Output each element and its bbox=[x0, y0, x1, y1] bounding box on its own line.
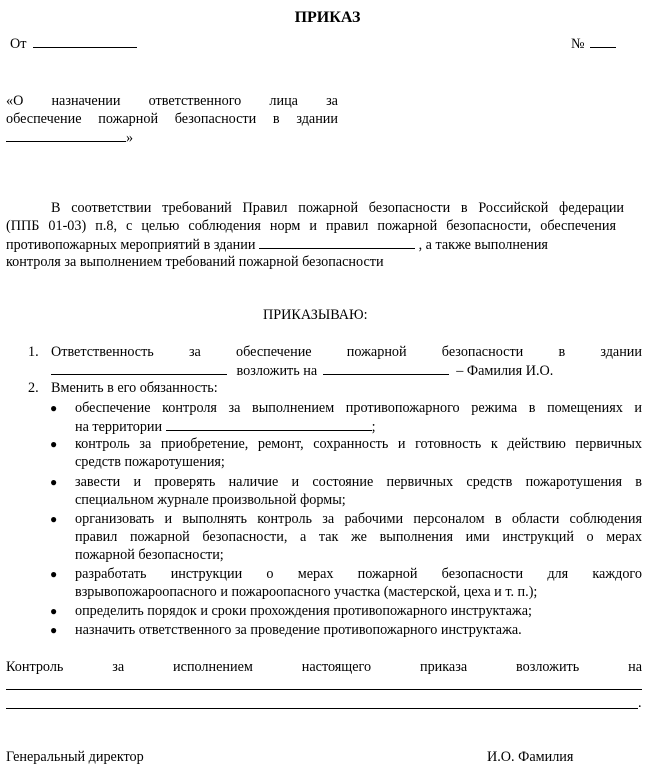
preamble-line-4: контроля за выполнением требований пожарной безопасности bbox=[6, 254, 384, 270]
preamble-line-3 bbox=[6, 235, 548, 254]
item-2-text: Вменить в его обязанность: bbox=[51, 380, 218, 396]
date-line bbox=[10, 34, 137, 53]
duty-4-line-1: организовать и выполнять контроль за рабочими персоналом в области соблюдения bbox=[75, 511, 642, 527]
item-1-person-blank bbox=[323, 361, 449, 375]
duty-4-line-3: пожарной безопасности; bbox=[75, 547, 224, 563]
control-text: Контроль за исполнением настоящего приказа возложить на bbox=[6, 659, 642, 675]
subject-line-1: «О назначении ответственного лица за bbox=[6, 93, 338, 109]
duty-1-semicolon: ; bbox=[371, 419, 376, 435]
item-2-number: 2. bbox=[28, 380, 39, 396]
number-blank bbox=[590, 34, 616, 48]
item-1-name: – Фамилия И.О. bbox=[456, 363, 554, 379]
duty-1-territory-blank bbox=[166, 417, 372, 431]
subject-line-2: обеспечение пожарной безопасности в здании bbox=[6, 111, 338, 127]
item-1-line-2 bbox=[51, 361, 553, 380]
preamble-line-1: В соответствии требований Правил пожарной безопасности в Российской федерации bbox=[51, 200, 624, 216]
preamble-line-3-end: , а также выполнения bbox=[418, 237, 548, 253]
duty-6-line-1: определить порядок и сроки прохождения противопожарного инструктажа; bbox=[75, 603, 532, 619]
duty-7-line-1: назначить ответственного за проведение противопожарного инструктажа. bbox=[75, 622, 522, 638]
item-1-assign-label: возложить на bbox=[236, 363, 318, 379]
duty-1-territory-label: на территории bbox=[75, 419, 163, 435]
item-1-number: 1. bbox=[28, 344, 39, 360]
preamble-building-blank bbox=[259, 235, 415, 249]
signature-name: И.О. Фамилия bbox=[487, 749, 574, 765]
number-line bbox=[571, 34, 616, 53]
duty-7-bullet: ● bbox=[50, 623, 58, 637]
duty-4-line-2: правил пожарной безопасности, а так же выполнения ими инструкций о мерах bbox=[75, 529, 642, 545]
duty-2-line-1: контроль за приобретение, ремонт, сохранность и готовность к действию первичных bbox=[75, 436, 642, 452]
duty-2-line-2: средств пожаротушения; bbox=[75, 454, 225, 470]
document-title: ПРИКАЗ bbox=[294, 9, 361, 26]
duty-3-bullet: ● bbox=[50, 475, 58, 489]
duty-1-line-1: обеспечение контроля за выполнением противопожарного режима в помещениях и bbox=[75, 400, 642, 416]
number-label: № bbox=[571, 36, 585, 52]
duty-1-line-2 bbox=[75, 417, 376, 436]
duty-3-line-1: завести и проверять наличие и состояние первичных средств пожаротушения в bbox=[75, 474, 642, 490]
duty-5-bullet: ● bbox=[50, 567, 58, 581]
duty-1-bullet: ● bbox=[50, 401, 58, 415]
duty-4-bullet: ● bbox=[50, 512, 58, 526]
order-heading: ПРИКАЗЫВАЮ: bbox=[263, 307, 368, 323]
item-1-line-1: Ответственность за обеспечение пожарной безопасности в здании bbox=[51, 344, 642, 360]
duty-6-bullet: ● bbox=[50, 604, 58, 618]
item-1-location-blank bbox=[51, 361, 227, 375]
control-blank-line-1 bbox=[6, 689, 642, 690]
duty-5-line-2: взрывопожароопасного и пожароопасного участка (мастерской, цеха и т. п.); bbox=[75, 584, 538, 600]
building-blank bbox=[6, 128, 126, 142]
from-label: От bbox=[10, 36, 27, 52]
signature-position: Генеральный директор bbox=[6, 749, 144, 765]
subject-line-3 bbox=[6, 128, 133, 147]
date-blank bbox=[33, 34, 137, 48]
control-blank-line-2 bbox=[6, 708, 638, 709]
preamble-line-2: (ППБ 01-03) п.8, с целью соблюдения норм и правил пожарной безопасности, обеспечения bbox=[6, 218, 616, 234]
preamble-line-3-start: противопожарных мероприятий в здании bbox=[6, 237, 256, 253]
duty-5-line-1: разработать инструкции о мерах пожарной безопасности для каждого bbox=[75, 566, 642, 582]
duty-2-bullet: ● bbox=[50, 437, 58, 451]
duty-3-line-2: специальном журнале произвольной формы; bbox=[75, 492, 346, 508]
control-end-mark: . bbox=[638, 695, 642, 711]
subject-close-quote: » bbox=[126, 130, 134, 146]
